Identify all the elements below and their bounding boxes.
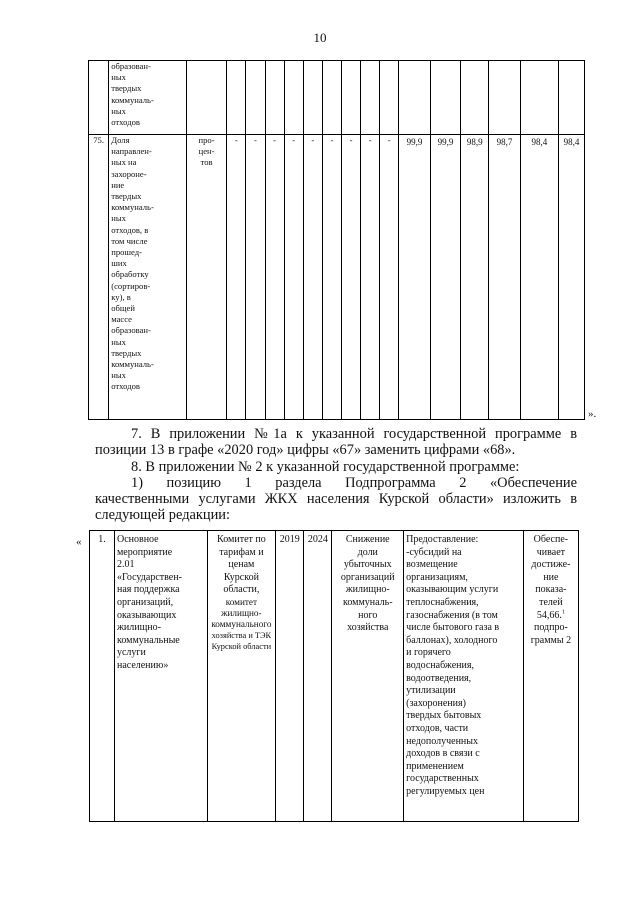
indicator-name-continued: образован- ных твердых коммуналь- ных отходов xyxy=(109,61,187,135)
footnote-mark: 1 xyxy=(561,609,565,616)
unit: про- цен- тов xyxy=(186,135,226,420)
value-cell: 99,9 xyxy=(399,135,430,420)
value-dash: - xyxy=(227,135,246,420)
paragraph-8: 8. В приложении № 2 к указанной государственной программе: xyxy=(131,459,520,475)
value-dash: - xyxy=(380,135,399,420)
indicator-link: Обеспе- чивает достиже- ние показа- телей 54,66.$^1$ подпро- граммы 2 xyxy=(523,531,578,822)
value-cell: 98,4 xyxy=(558,135,584,420)
row-number: 75. xyxy=(89,135,109,420)
value-dash: - xyxy=(284,135,303,420)
table-row-continued xyxy=(89,61,585,135)
paragraph-line: качественными услугами ЖКХ населения Курской области» изложить в xyxy=(95,491,577,507)
value-cell: 98,7 xyxy=(489,135,520,420)
measure-content: Предоставление: -субсидий на возмещение организациям, оказывающим услуги теплоснабжения, газоснабжения (в том числе бытового газа в баллонах), холодного и горячего водоснабжения, водоотведения, утилизации (захоронения) твердых бытовых отходов, части недополученных доходов в связи с применением государственных регулируемых цен xyxy=(404,531,524,822)
paragraph-7: 7. В приложении №1а к указанной государственной программе в позиции 13 в графе «2020 год» цифры «67» заменить цифрами «68». xyxy=(95,426,577,458)
table-row-75 xyxy=(89,135,585,420)
value-cell: 99,9 xyxy=(430,135,460,420)
indicators-table xyxy=(88,60,585,420)
paragraph-line: 1) позицию 1 раздела Подпрограмма 2 «Обеспечение xyxy=(131,475,577,491)
indicator-name: Доля направлен- ных на захороне- ние твердых коммуналь- ных отходов, в том числе прошед- ших обработку (сортиров- ку), в общей массе образован- ных твердых коммуналь- ных отходов xyxy=(109,135,187,420)
year-start: 2019 xyxy=(276,531,304,822)
row-number: 1. xyxy=(90,531,115,822)
paragraph-item-1 xyxy=(95,475,577,523)
value-dash: - xyxy=(361,135,380,420)
opening-quote: « xyxy=(76,536,82,548)
closing-quote: ». xyxy=(588,408,597,420)
expected-result: Снижение доли убыточных организаций жилищно- коммуналь- ного хозяйства xyxy=(332,531,404,822)
measure-name: Основное мероприятие 2.01 «Государствен- ная поддержка организаций, оказывающих жилищно- коммунальные услуги населению» xyxy=(114,531,207,822)
year-end: 2024 xyxy=(304,531,332,822)
paragraph-line: следующей редакции: xyxy=(95,507,230,523)
value-cell: 98,9 xyxy=(461,135,489,420)
cell xyxy=(89,61,109,135)
executor: Комитет по тарифам и ценам Курской области, комитет жилищно- коммунального хозяйства и ТЭК Курской области xyxy=(207,531,276,822)
value-dash: - xyxy=(303,135,322,420)
value-dash: - xyxy=(265,135,284,420)
program-table xyxy=(89,530,579,822)
table-row xyxy=(90,531,579,822)
value-dash: - xyxy=(322,135,341,420)
value-dash: - xyxy=(246,135,265,420)
page-number: 10 xyxy=(313,30,327,45)
value-dash: - xyxy=(341,135,360,420)
value-cell: 98,4 xyxy=(520,135,558,420)
